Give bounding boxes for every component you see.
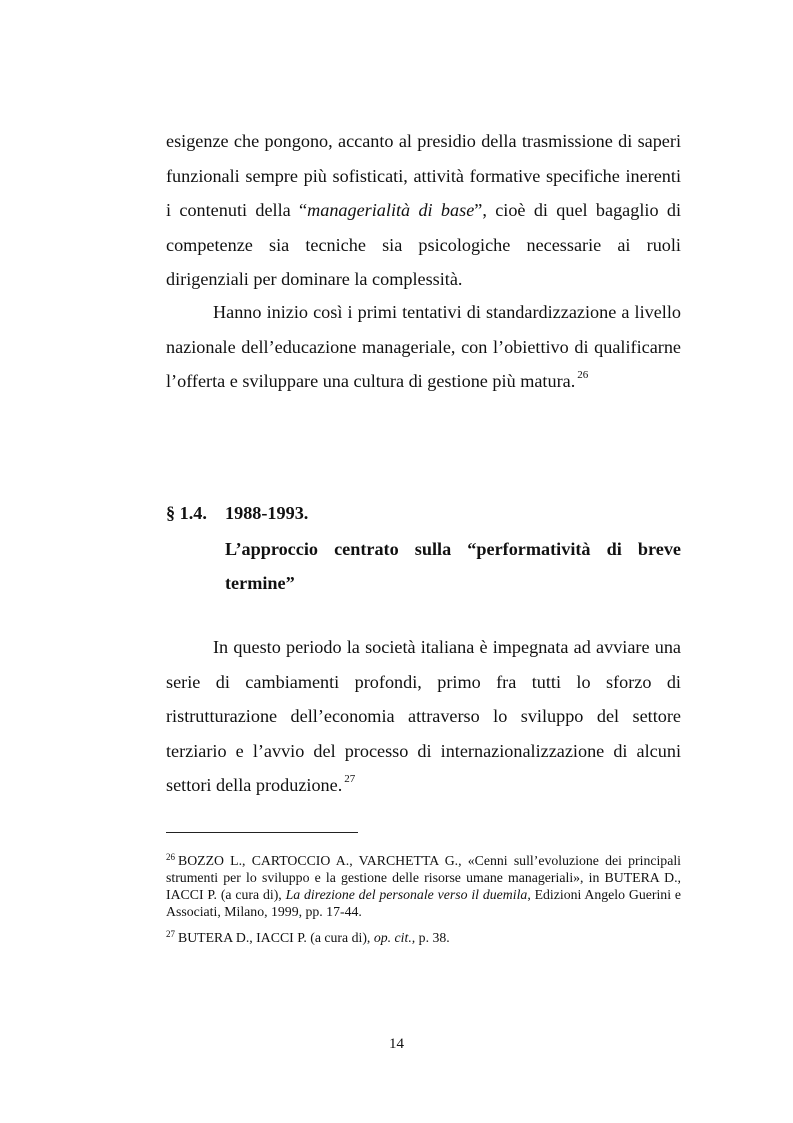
- footnote-text: BOZZO L., CARTOCCIO A., VARCHETTA G., «Cenni sull’evoluzione dei principali strumenti per lo sviluppo e la gestione delle risorse umane manageriali», in BUTERA D., IACCI P. (a cura di),: [166, 853, 681, 902]
- footnote-italic-title: op. cit.,: [373, 930, 416, 945]
- footnote-ref-27[interactable]: 27: [344, 773, 356, 785]
- paragraph-1-text-a: esigenze che pongono, accanto al presidio della trasmissione di saperi funzionali sempre più sofisticati, attività formative specifiche inerenti i contenuti della “: [166, 131, 681, 220]
- paragraph-1-text-b: ”, cioè di quel bagaglio di competenze sia tecniche sia psicologiche necessarie ai ruoli dirigenziali per dominare la complessità.: [166, 200, 681, 289]
- paragraph-2-text: Hanno inizio così i primi tentativi di standardizzazione a livello nazionale dell’educazione manageriale, con l’obiettivo di qualificarne l’offerta e sviluppare una cultura di gestione più matura.: [166, 302, 681, 391]
- section-years: 1988-1993.: [225, 503, 309, 523]
- footnote-separator: [166, 832, 358, 833]
- section-title: L’approccio centrato sulla “performatività di breve termine”: [225, 539, 681, 593]
- paragraph-3: [166, 630, 681, 803]
- footnote-marker: 27: [166, 929, 175, 939]
- footnote-26: [166, 852, 681, 920]
- footnote-ref-26[interactable]: 26: [577, 369, 589, 381]
- footnote-marker: 26: [166, 852, 175, 862]
- footnote-text: BUTERA D., IACCI P. (a cura di),: [178, 930, 374, 945]
- page-number: 14: [389, 1036, 404, 1052]
- footnote-text: , Edizioni Angelo Guerini e Associati, Milano, 1999, pp. 17-44.: [166, 887, 681, 919]
- footnote-text: p. 38.: [415, 930, 450, 945]
- paragraph-1: [166, 124, 681, 297]
- section-number: § 1.4.: [166, 503, 207, 523]
- paragraph-3-text: In questo periodo la società italiana è impegnata ad avviare una serie di cambiamenti profondi, primo fra tutti lo sforzo di ristrutturazione dell’economia attraverso lo sviluppo del settore terziario e l’avvio del processo di internazionalizzazione di alcuni settori della produzione.: [166, 637, 681, 795]
- paragraph-1-italic: managerialità di base: [307, 200, 475, 220]
- paragraph-2: [166, 295, 681, 399]
- footnote-27: [166, 929, 681, 946]
- footnote-italic-title: La direzione del personale verso il duemila: [285, 887, 528, 902]
